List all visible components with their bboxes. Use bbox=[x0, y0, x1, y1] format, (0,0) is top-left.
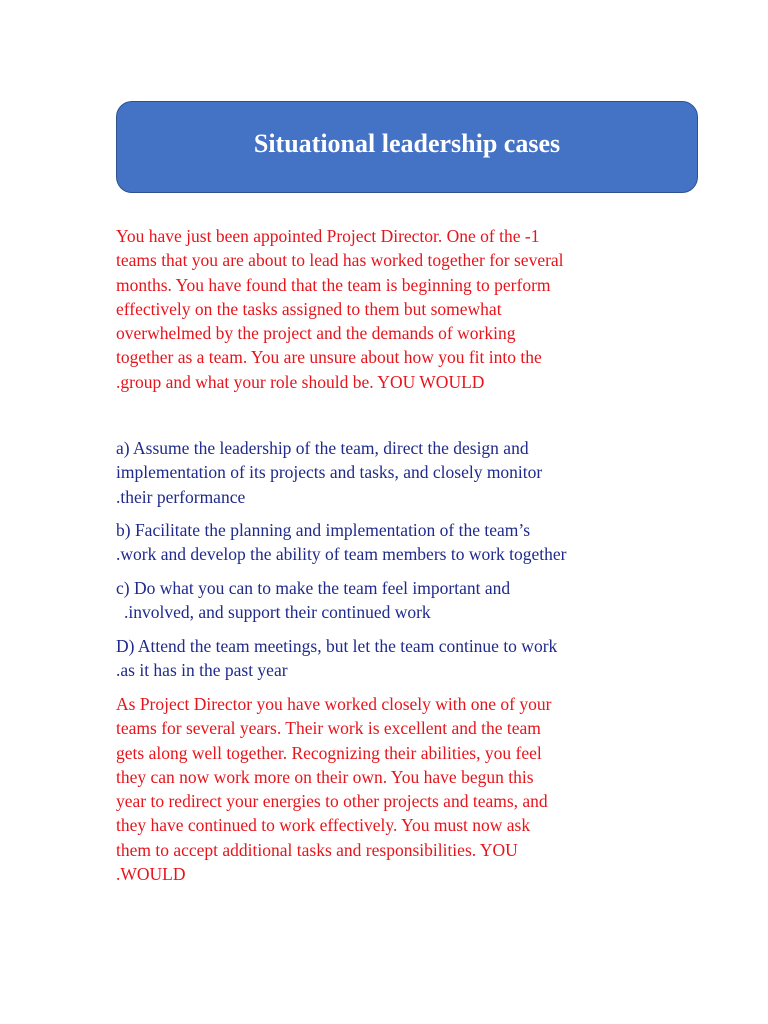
case-2-line: gets along well together. Recognizing their abilities, you feel bbox=[116, 742, 542, 763]
case-2-line: they have continued to work effectively. You must now ask bbox=[116, 815, 531, 836]
option-b-line: b) Facilitate the planning and implementation of the team’s bbox=[116, 520, 531, 540]
case-2-paragraph bbox=[116, 692, 656, 886]
case-2-line: year to redirect your energies to other projects and teams, and bbox=[116, 791, 548, 812]
case-2-line: .WOULD bbox=[116, 864, 186, 885]
case-1-line: together as a team. You are unsure about how you fit into the bbox=[116, 347, 542, 368]
option-a-line: a) Assume the leadership of the team, direct the design and bbox=[116, 438, 529, 458]
page-title: Situational leadership cases bbox=[253, 129, 561, 158]
option-a-line: implementation of its projects and tasks, and closely monitor bbox=[116, 462, 543, 483]
option-c-line: c) Do what you can to make the team feel important and bbox=[116, 578, 511, 598]
option-d bbox=[116, 634, 656, 683]
case-1-line: effectively on the tasks assigned to them but somewhat bbox=[116, 298, 502, 319]
option-b bbox=[116, 518, 656, 567]
case-2-line: teams for several years. Their work is excellent and the team bbox=[116, 718, 541, 739]
option-a bbox=[116, 436, 656, 509]
case-1-line: teams that you are about to lead has worked together for several bbox=[116, 250, 564, 271]
case-1-paragraph bbox=[116, 224, 656, 394]
option-c-line: .involved, and support their continued work bbox=[124, 602, 431, 623]
case-1-line: You have just been appointed Project Director. One of the -1 bbox=[116, 226, 540, 246]
option-a-line: .their performance bbox=[116, 486, 246, 507]
option-b-line: .work and develop the ability of team members to work together bbox=[116, 544, 567, 565]
case-2-line: them to accept additional tasks and responsibilities. YOU bbox=[116, 839, 518, 860]
option-d-line: D) Attend the team meetings, but let the team continue to work bbox=[116, 636, 558, 656]
case-1-line: .group and what your role should be. YOU WOULD bbox=[116, 371, 485, 392]
case-1-line: overwhelmed by the project and the demands of working bbox=[116, 323, 516, 344]
option-d-line: .as it has in the past year bbox=[116, 660, 288, 681]
case-2-line: they can now work more on their own. You have begun this bbox=[116, 766, 534, 787]
case-1-line: months. You have found that the team is beginning to perform bbox=[116, 274, 551, 295]
case-2-line: As Project Director you have worked closely with one of your bbox=[116, 694, 552, 714]
title-banner bbox=[116, 101, 698, 193]
option-c bbox=[116, 576, 656, 625]
